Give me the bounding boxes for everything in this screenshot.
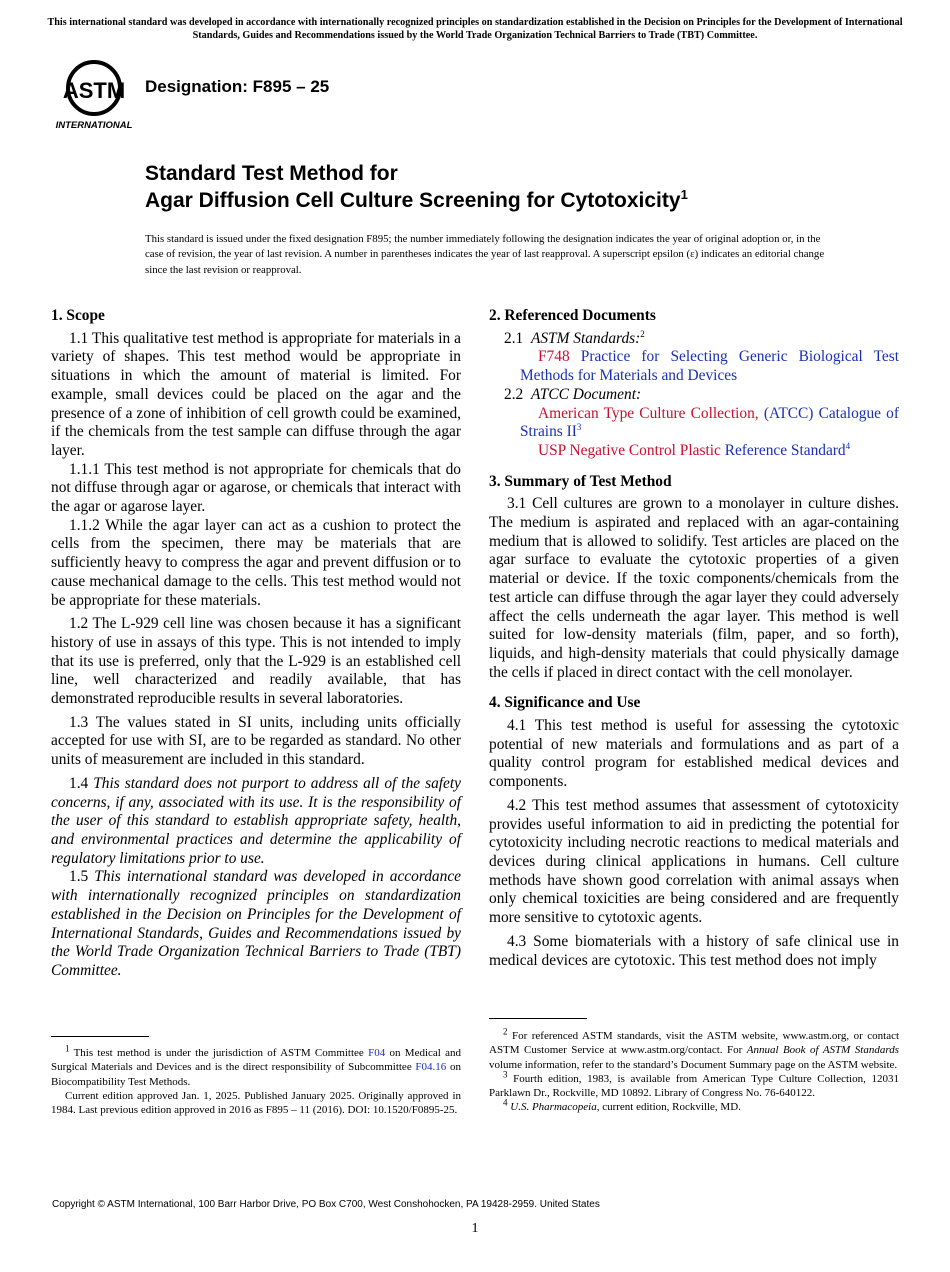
svg-text:INTERNATIONAL: INTERNATIONAL [55, 120, 133, 131]
left-column [51, 307, 461, 981]
section-3-heading: 3. Summary of Test Method [489, 472, 672, 490]
para-2-1: 2.1 ASTM Standards:$^2$ [504, 328, 645, 347]
footnote-1-edition: Current edition approved Jan. 1, 2025. Published January 2025. Originally approved in 1984. Last previous edition approved in 2016 as F895 – 11 (2016). DOI: 10.1520/F0895-25. [51, 1089, 461, 1117]
issue-notice: This standard is issued under the fixed designation F895; the number immediately following the designation indicates the year of original adoption or, in the case of revision, the year of last revision. A number in parentheses indicates the year of last reapproval. A superscript epsilon (ε) indicates an editorial change since the last revision or reapproval. [145, 233, 825, 276]
section-4-heading: 4. Significance and Use [489, 694, 641, 712]
para-1-1-2: 1.1.2 While the agar layer can act as a cushion to protect the cells from the specimen, there may be materials that are sufficiently heavy to compress the agar and prevent diffusion or to cause mechanical damage to the cells. This test method would not be appropriate for these materials. [51, 516, 461, 609]
link-f04-16[interactable]: F04.16 [415, 1061, 447, 1074]
ref-atcc[interactable]: American Type Culture Collection, (ATCC) Catalogue of Strains $II^3$ [520, 404, 899, 441]
section-2-heading: 2. Referenced Documents [489, 307, 656, 324]
top-notice: This international standard was developed in accordance with internationally recognized principles on standardization established in the Decision on Principles for the Development of International Standards, Guides and Recommendations issued by the World Trade Organization Technical Barriers to Trade (TBT) Committee. [47, 17, 903, 41]
para-3-1: 3.1 Cell cultures are grown to a monolayer in culture dishes. The medium is aspirated and replaced with an agar-containing medium that is allowed to solidify. Test articles are placed on the agar surface to evaluate the cytotoxic properties of a given material or device. If the toxic components/chemicals from the test article can diffuse through the agar layer they could adversely affect the cells underneath the agar layer. This method is well suited for low-density materials (film, paper, and so forth), liquids, and high-density materials that could physically damage the cells if placed in direct contact with the cell monolayer. [489, 495, 899, 681]
para-1-1: 1.1 This qualitative test method is appropriate for materials in a variety of shapes. This test method would be appropriate in situations in which the amount of material is limited. For example, small devices could be placed on the agar and the presence of a zone of inhibition of cell growth could be examined, if the chemicals from the test sample can diffuse through the agar layer. [51, 329, 461, 459]
page-number: 1 [471, 1221, 479, 1236]
para-1-1-1: 1.1.1 This test method is not appropriate for chemicals that do not diffuse through agar or agarose, or chemicals that interact with the agar or agarose layer. [51, 460, 461, 516]
title-line-2: Agar Diffusion Cell Culture Screening for Cytotoxicity$^1$ [145, 187, 688, 212]
para-2-2: 2.2 ATCC Document: [504, 385, 642, 403]
title-line-1: Standard Test Method for [145, 162, 398, 185]
footnote-3: $^3$ Fourth edition, 1983, is available from American Type Culture Collection, 12031 Parklawn Dr., Rockville, MD 10892. Library of Congress No. 76-640122. [489, 1069, 899, 1100]
ref-f748[interactable]: F748 Practice for Selecting Generic Biological Test Methods for Materials and Devices [520, 348, 899, 385]
footnote-4: $^4$ U.S. Pharmacopeia, current edition, Rockville, MD. [503, 1097, 741, 1114]
footnote-1: $^1$ This test method is under the jurisdiction of ASTM Committee F04 on Medical and Surgical Materials and Devices and is the direct responsibility of Subcommittee F04.16 on Biocompatibility Test Methods. [51, 1043, 462, 1088]
title-footnote-mark: 1 [680, 187, 688, 202]
para-4-2: 4.2 This test method assumes that assessment of cytotoxicity provides useful information to aid in predicting the potential for cytotoxicity including necrotic reactions to medical materials and devices during clinical applications in humans. Cell culture methods have shown good correlation with animal assays when only chemical toxicities are being considered and are frequently more sensitive to cytotoxic agents. [489, 796, 899, 927]
footnotes-right [489, 1026, 900, 1115]
document-title [145, 160, 688, 214]
right-column [489, 307, 899, 970]
ref-usp[interactable]: USP Negative Control Plastic Reference Standard$^4$ [538, 440, 851, 459]
astm-logo [54, 58, 134, 132]
footnote-2: $^2$ For referenced ASTM standards, visit the ASTM website, www.astm.org, or contact ASTM Customer Service at www.astm.org/contact. For Annual Book of ASTM Standards volume information, refer to the standard’s Document Summary page on the ASTM website. [489, 1026, 900, 1071]
para-4-1: 4.1 This test method is useful for assessing the cytotoxic potential of new materials and formulations and as part of a quality control program for established medical devices and components. [489, 717, 899, 791]
designation: Designation: F895 – 25 [145, 77, 330, 96]
footnotes-left [51, 1043, 462, 1117]
para-4-3: 4.3 Some biomaterials with a history of safe clinical use in medical devices are cytotoxic. This test method does not imply [489, 932, 899, 969]
para-1-4: 1.4 This standard does not purport to address all of the safety concerns, if any, associated with its use. It is the responsibility of the user of this standard to establish appropriate safety, health, and environmental practices and determine the applicability of regulatory limitations prior to use. [51, 774, 461, 867]
link-f04[interactable]: F04 [368, 1047, 386, 1059]
section-1-heading: 1. Scope [51, 307, 105, 324]
footnote-rule-left [51, 1036, 149, 1037]
para-1-2: 1.2 The L-929 cell line was chosen because it has a significant history of use in assays of this type. This is not intended to imply that its use is preferred, only that the L-929 is an established cell line, well characterized and readily available, that has demonstrated reproducible results in several laboratories. [51, 615, 461, 708]
footnote-rule-right [489, 1018, 587, 1019]
copyright-line: Copyright © ASTM International, 100 Barr Harbor Drive, PO Box C700, West Conshohocken, PA 19428-2959. United States [52, 1199, 600, 1210]
svg-text:ASTM: ASTM [62, 78, 126, 103]
para-1-3: 1.3 The values stated in SI units, including units officially accepted for use with SI, are to be regarded as standard. No other units of measurement are included in this standard. [51, 713, 461, 769]
para-1-5: 1.5 This international standard was developed in accordance with internationally recognized principles on standardization established in the Decision on Principles for the Development of International Standards, Guides and Recommendations issued by the World Trade Organization Technical Barriers to Trade (TBT) Committee. [51, 868, 461, 979]
